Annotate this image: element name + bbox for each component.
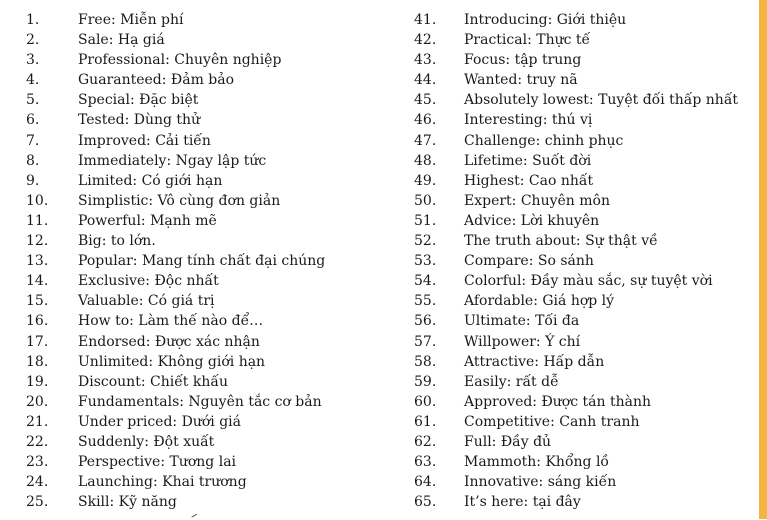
item-text: Endorsed: Được xác nhận bbox=[78, 333, 260, 350]
item-text: Suddenly: Đột xuất bbox=[78, 433, 215, 450]
list-item bbox=[26, 352, 386, 372]
list-item bbox=[414, 291, 754, 311]
item-text: Approved: Được tán thành bbox=[464, 393, 651, 410]
list-item bbox=[414, 191, 754, 211]
item-number: 53. bbox=[414, 253, 437, 270]
list-item bbox=[26, 432, 386, 452]
item-text: Expert: Chuyên môn bbox=[464, 192, 610, 209]
list-item bbox=[26, 30, 386, 50]
item-number: 59. bbox=[414, 373, 437, 390]
list-item bbox=[26, 10, 386, 30]
item-number: 55. bbox=[414, 293, 437, 310]
list-item bbox=[26, 171, 386, 191]
list-item bbox=[414, 171, 754, 191]
item-text: Attractive: Hấp dẫn bbox=[464, 353, 605, 370]
list-item bbox=[414, 50, 754, 70]
item-text: Simplistic: Vô cùng đơn giản bbox=[78, 192, 281, 209]
item-number: 7. bbox=[26, 132, 40, 149]
item-text: Colorful: Đầy màu sắc, sự tuyệt vời bbox=[464, 273, 713, 290]
item-text: The truth about: Sự thật về bbox=[464, 233, 658, 250]
item-number: 54. bbox=[414, 273, 437, 290]
item-text: How to: Làm thế nào để… bbox=[78, 313, 264, 330]
list-item bbox=[414, 492, 754, 512]
item-text: Launching: Khai trương bbox=[78, 474, 247, 491]
list-item bbox=[26, 412, 386, 432]
item-number: 47. bbox=[414, 132, 437, 149]
item-number: 6. bbox=[26, 112, 40, 129]
item-number: 5. bbox=[26, 92, 40, 109]
item-number: 44. bbox=[414, 72, 437, 89]
item-number: 25. bbox=[26, 494, 49, 511]
item-text: Big: to lớn. bbox=[78, 233, 156, 250]
item-text: Mammoth: Khổng lồ bbox=[464, 454, 609, 471]
list-item bbox=[414, 352, 754, 372]
item-number: 23. bbox=[26, 454, 49, 471]
item-number: 56. bbox=[414, 313, 437, 330]
right-word-list bbox=[414, 10, 754, 512]
item-text: Lifetime: Suốt đời bbox=[464, 152, 592, 169]
item-text: Discount: Chiết khấu bbox=[78, 373, 228, 390]
item-text: Tested: Dùng thử bbox=[78, 112, 201, 129]
item-text: Ultimate: Tối đa bbox=[464, 313, 580, 330]
item-number: 18. bbox=[26, 353, 49, 370]
list-item bbox=[414, 110, 754, 130]
item-number: 1. bbox=[26, 12, 40, 28]
item-number: 57. bbox=[414, 333, 437, 350]
list-item bbox=[26, 151, 386, 171]
item-number: 58. bbox=[414, 353, 437, 370]
item-text: Innovative: sáng kiến bbox=[464, 474, 617, 491]
list-item bbox=[26, 452, 386, 472]
item-number: 14. bbox=[26, 273, 49, 290]
list-item bbox=[26, 311, 386, 331]
item-text: Challenge: chinh phục bbox=[464, 132, 624, 149]
item-text: Absolutely lowest: Tuyệt đối thấp nhất bbox=[464, 92, 739, 109]
list-item bbox=[414, 231, 754, 251]
item-text: Willpower: Ý chí bbox=[464, 333, 581, 350]
item-number: 51. bbox=[414, 212, 437, 229]
item-text: Unlimited: Không giới hạn bbox=[78, 353, 266, 370]
item-text: Popular: Mang tính chất đại chúng bbox=[78, 253, 326, 270]
item-number: 42. bbox=[414, 32, 437, 49]
item-text: Full: Đầy đủ bbox=[464, 433, 552, 450]
left-word-list bbox=[26, 10, 386, 512]
list-item bbox=[414, 271, 754, 291]
item-number: 65. bbox=[414, 494, 437, 511]
item-number: 17. bbox=[26, 333, 49, 350]
list-item bbox=[414, 90, 754, 110]
item-number: 63. bbox=[414, 454, 437, 471]
item-number: 11. bbox=[26, 212, 49, 229]
list-item bbox=[414, 332, 754, 352]
item-text: Free: Miễn phí bbox=[78, 12, 184, 28]
item-number: 45. bbox=[414, 92, 437, 109]
item-number: 20. bbox=[26, 393, 49, 410]
item-text: Fundamentals: Nguyên tắc cơ bản bbox=[78, 393, 322, 410]
item-number: 50. bbox=[414, 192, 437, 209]
item-text: Advice: Lời khuyên bbox=[464, 212, 600, 229]
item-number: 41. bbox=[414, 12, 437, 28]
list-item bbox=[414, 131, 754, 151]
item-number: 22. bbox=[26, 433, 49, 450]
list-item bbox=[26, 191, 386, 211]
list-item bbox=[26, 110, 386, 130]
item-number: 48. bbox=[414, 152, 437, 169]
list-item bbox=[26, 332, 386, 352]
item-number: 8. bbox=[26, 152, 40, 169]
item-number: 49. bbox=[414, 172, 437, 189]
item-number: 3. bbox=[26, 52, 40, 69]
list-item bbox=[414, 472, 754, 492]
item-number: 9. bbox=[26, 172, 40, 189]
list-item bbox=[26, 50, 386, 70]
item-number: 21. bbox=[26, 413, 49, 430]
item-number: 13. bbox=[26, 253, 49, 270]
item-text: Professional: Chuyên nghiệp bbox=[78, 52, 282, 69]
list-item bbox=[26, 372, 386, 392]
list-item bbox=[414, 311, 754, 331]
list-item bbox=[414, 10, 754, 30]
item-number: 60. bbox=[414, 393, 437, 410]
list-item bbox=[414, 372, 754, 392]
item-text: Sale: Hạ giá bbox=[78, 32, 165, 49]
item-text: Easily: rất dễ bbox=[464, 373, 559, 390]
item-text: Skill: Kỹ năng bbox=[78, 494, 177, 511]
item-text: Wanted: truy nã bbox=[464, 72, 578, 89]
list-item bbox=[414, 151, 754, 171]
list-item bbox=[414, 412, 754, 432]
item-text: Limited: Có giới hạn bbox=[78, 172, 223, 189]
list-item bbox=[26, 131, 386, 151]
item-text: Improved: Cải tiến bbox=[78, 132, 211, 149]
list-item bbox=[26, 251, 386, 271]
list-item bbox=[26, 392, 386, 412]
item-text: Compare: So sánh bbox=[464, 253, 594, 270]
list-item bbox=[414, 211, 754, 231]
item-text: Focus: tập trung bbox=[464, 52, 582, 69]
item-number: 10. bbox=[26, 192, 49, 209]
item-text: Interesting: thú vị bbox=[464, 112, 593, 129]
accent-side-bar bbox=[759, 0, 767, 519]
list-item bbox=[414, 392, 754, 412]
item-number: 24. bbox=[26, 474, 49, 491]
item-number: 19. bbox=[26, 373, 49, 390]
list-item bbox=[414, 70, 754, 90]
list-item bbox=[26, 472, 386, 492]
item-number: 12. bbox=[26, 233, 49, 250]
item-number: 4. bbox=[26, 72, 40, 89]
item-text: Perspective: Tương lai bbox=[78, 454, 237, 471]
item-text: Competitive: Canh tranh bbox=[464, 413, 640, 430]
list-item bbox=[414, 452, 754, 472]
item-number: 46. bbox=[414, 112, 437, 129]
item-text: Powerful: Mạnh mẽ bbox=[78, 212, 217, 229]
item-number: 2. bbox=[26, 32, 40, 49]
item-text: Valuable: Có giá trị bbox=[78, 293, 215, 310]
item-number: 62. bbox=[414, 433, 437, 450]
item-text: Under priced: Dưới giá bbox=[78, 413, 241, 430]
cut-off-text-fragment bbox=[191, 514, 198, 520]
item-number: 64. bbox=[414, 474, 437, 491]
item-text: Special: Đặc biệt bbox=[78, 92, 199, 109]
item-number: 16. bbox=[26, 313, 49, 330]
item-text: Afordable: Giá hợp lý bbox=[464, 293, 615, 310]
list-item bbox=[414, 432, 754, 452]
list-item bbox=[26, 70, 386, 90]
item-text: Exclusive: Độc nhất bbox=[78, 273, 219, 290]
item-number: 43. bbox=[414, 52, 437, 69]
list-item bbox=[414, 30, 754, 50]
list-item bbox=[26, 231, 386, 251]
item-text: Guaranteed: Đảm bảo bbox=[78, 72, 235, 89]
item-text: Immediately: Ngay lập tức bbox=[78, 152, 267, 169]
list-item bbox=[26, 271, 386, 291]
item-number: 61. bbox=[414, 413, 437, 430]
item-text: Introducing: Giới thiệu bbox=[464, 12, 627, 28]
list-item bbox=[414, 251, 754, 271]
list-item bbox=[26, 90, 386, 110]
item-text: Practical: Thực tế bbox=[464, 32, 591, 49]
item-number: 52. bbox=[414, 233, 437, 250]
item-text: Highest: Cao nhất bbox=[464, 172, 594, 189]
list-item bbox=[26, 492, 386, 512]
item-number: 15. bbox=[26, 293, 49, 310]
list-item bbox=[26, 211, 386, 231]
item-text: It’s here: tại đây bbox=[464, 494, 581, 511]
list-item bbox=[26, 291, 386, 311]
